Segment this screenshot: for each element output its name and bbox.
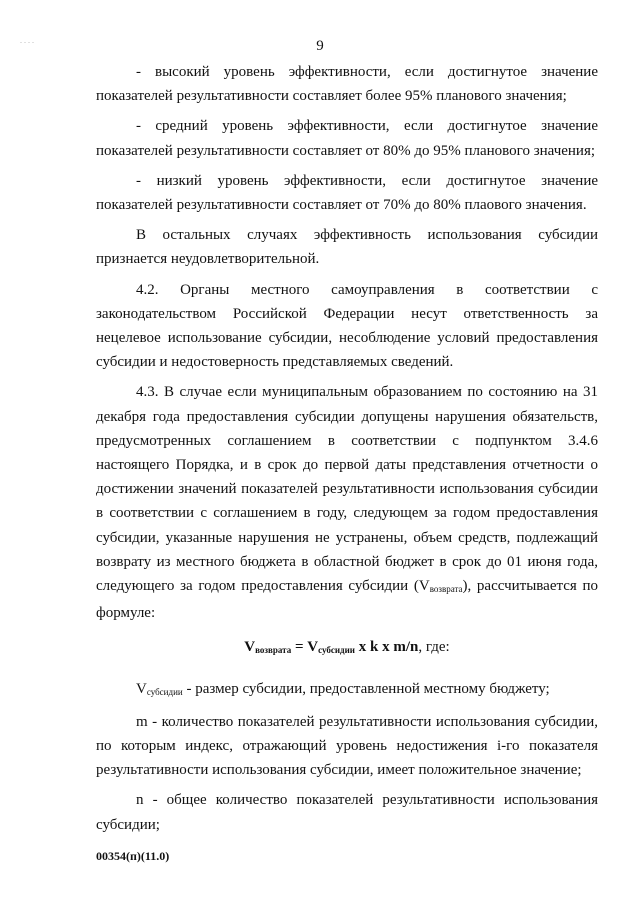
definition-n-text: - общее количество показателей результативности использования субсидии; [96, 792, 598, 833]
paragraph-4-2: 4.2. Органы местного самоуправления в соответствии с законодательством Российской Федерации несут ответственность за нецелевое использование субсидии, несоблюдение условий предоставления субсидии и недостоверность представляемых сведений. [96, 281, 598, 371]
definition-m-symbol: m [136, 713, 148, 730]
paragraph-4-3-tail: ), рассчитывается по формуле: [96, 578, 598, 622]
formula-where: , где: [418, 639, 450, 656]
document-body [96, 60, 598, 843]
definition-n-symbol: n [136, 792, 144, 809]
paragraph-4-3-text: 4.3. В случае если муниципальным образованием по состоянию на 31 декабря года предоставления субсидии допущены нарушения обязательств, предусмотренных соглашением в соответствии с подпунктом 3.4.6 настоящего Порядка, и в срок до первой даты представления отчетности о достижении значений показателей результативности использования субсидии в соответствии с соглашением в году, следующем за годом предоставления субсидии, указанные нарушения не устранены, объем средств, подлежащий возврату из местного бюджета в областной бюджет в срок до 01 июня года, следующего за годом предоставления субсидии (V [96, 384, 598, 595]
definition-v-symbol: V [136, 680, 147, 697]
paragraph-medium-level: - средний уровень эффективности, если достигнутое значение показателей результативности составляет от 80% до 95% планового значения; [96, 118, 598, 159]
paragraph-high-level: - высокий уровень эффективности, если достигнутое значение показателей результативности составляет более 95% планового значения; [96, 64, 598, 105]
formula [96, 635, 598, 662]
definition-m [96, 710, 598, 783]
paragraph-low-level: - низкий уровень эффективности, если достигнутое значение показателей результативности составляет от 70% до 80% плаового значения. [96, 172, 598, 214]
scan-marks: . . . . [20, 36, 34, 45]
formula-rest: x k x m/n [354, 639, 419, 656]
page-number: 9 [316, 38, 324, 54]
formula-lhs-subscript: возврата [255, 645, 292, 656]
footer-document-code: 00354(п)(11.0) [96, 849, 170, 863]
definition-m-text: - количество показателей результативности использования субсидии, по которым индекс, отражающий уровень недостижения i-го показателя результативности использования субсидии, имеет положительное значение; [96, 713, 598, 779]
definition-v-subsidy [96, 677, 598, 704]
formula-lhs: V [244, 639, 256, 656]
paragraph-unsatisfactory: В остальных случаях эффективность использования субсидии признается неудовлетворительной. [96, 227, 598, 268]
formula-rhs-subscript: субсидии [318, 645, 355, 656]
paragraph-4-3 [96, 380, 598, 625]
formula-equals: = [291, 639, 308, 656]
paragraph-4-3-subscript: возврата [429, 584, 463, 595]
definition-v-text: - размер субсидии, предоставленной местному бюджету; [182, 680, 550, 697]
formula-rhs-v: V [307, 639, 319, 656]
definition-n [96, 788, 598, 836]
definition-v-subscript: субсидии [146, 686, 183, 697]
